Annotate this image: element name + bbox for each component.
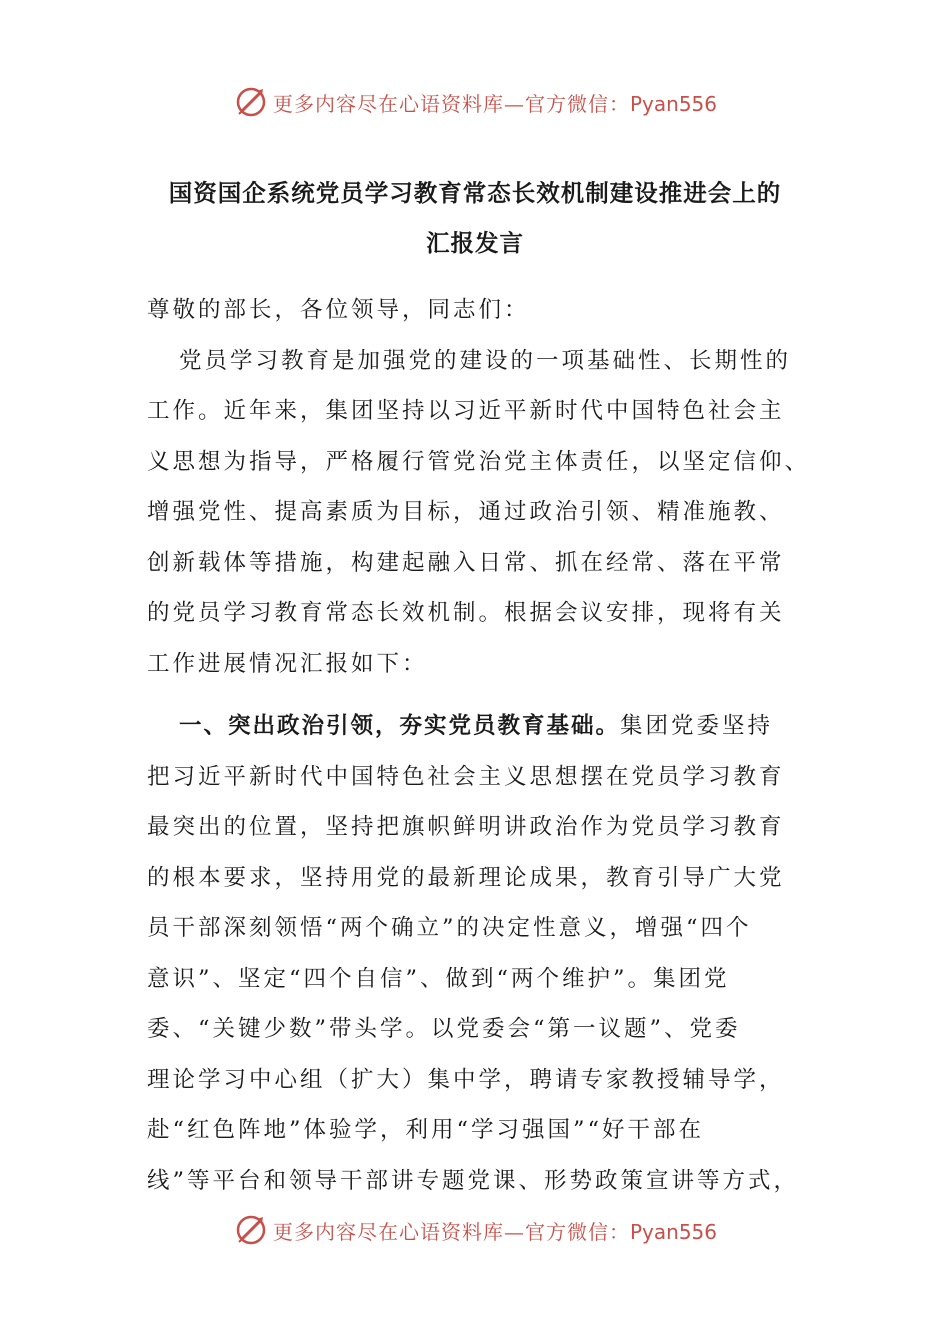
salutation: 尊敬的部长，各位领导，同志们： [147, 297, 530, 323]
title-line-2: 汇报发言 [426, 229, 524, 257]
paragraph-line: 义思想为指导，严格履行管党治党主体责任，以坚定信仰、 [147, 448, 811, 475]
watermark-banner-bottom [0, 1210, 950, 1250]
title-line-1: 国资国企系统党员学习教育常态长效机制建设推进会上的 [168, 179, 782, 207]
paragraph-line: 把习近平新时代中国特色社会主义思想摆在党员学习教育 [147, 763, 785, 790]
paragraph-line: 意识”、坚定“四个自信”、做到“两个维护”。集团党 [147, 965, 730, 992]
document-body [147, 285, 811, 1206]
paragraph-line: 赴“红色阵地”体验学，利用“学习强国”“好干部在 [147, 1117, 705, 1143]
paragraph-line: 的根本要求，坚持用党的最新理论成果，教育引导广大党 [147, 864, 785, 891]
section-text: 集团党委坚持 [620, 713, 774, 739]
watermark-text: 更多内容尽在心语资料库—官方微信：Pyan556 [272, 1219, 717, 1244]
paragraph-line: 工作。近年来，集团坚持以习近平新时代中国特色社会主 [147, 398, 785, 424]
paragraph-line: 党员学习教育是加强党的建设的一项基础性、长期性的 [179, 347, 792, 374]
paragraph-line: 最突出的位置，坚持把旗帜鲜明讲政治作为党员学习教育 [147, 814, 785, 840]
paragraph-line: 委、“关键少数”带头学。以党委会“第一议题”、党委 [147, 1016, 741, 1042]
pen-logo-icon [233, 1212, 269, 1248]
paragraph-line: 创新载体等措施，构建起融入日常、抓在经常、落在平常 [147, 549, 785, 576]
section-heading: 一、突出政治引领，夯实党员教育基础。 [179, 713, 621, 739]
paragraph-line: 增强党性、提高素质为目标，通过政治引领、精准施教、 [147, 499, 785, 525]
watermark-text: 更多内容尽在心语资料库—官方微信：Pyan556 [272, 91, 717, 116]
paragraph-line: 员干部深刻领悟“两个确立”的决定性意义，增强“四个 [147, 915, 752, 941]
paragraph-line: 工作进展情况汇报如下： [147, 650, 428, 677]
paragraph-line: 线”等平台和领导干部讲专题党课、形势政策宣讲等方式， [147, 1167, 800, 1194]
paragraph-line: 的党员学习教育常态长效机制。根据会议安排，现将有关 [147, 600, 785, 626]
pen-logo-icon [233, 84, 269, 120]
document-title [0, 168, 950, 268]
watermark-banner-top [0, 82, 950, 122]
section-heading-line [147, 701, 807, 752]
paragraph-line: 理论学习中心组（扩大）集中学，聘请专家教授辅导学， [147, 1066, 785, 1093]
